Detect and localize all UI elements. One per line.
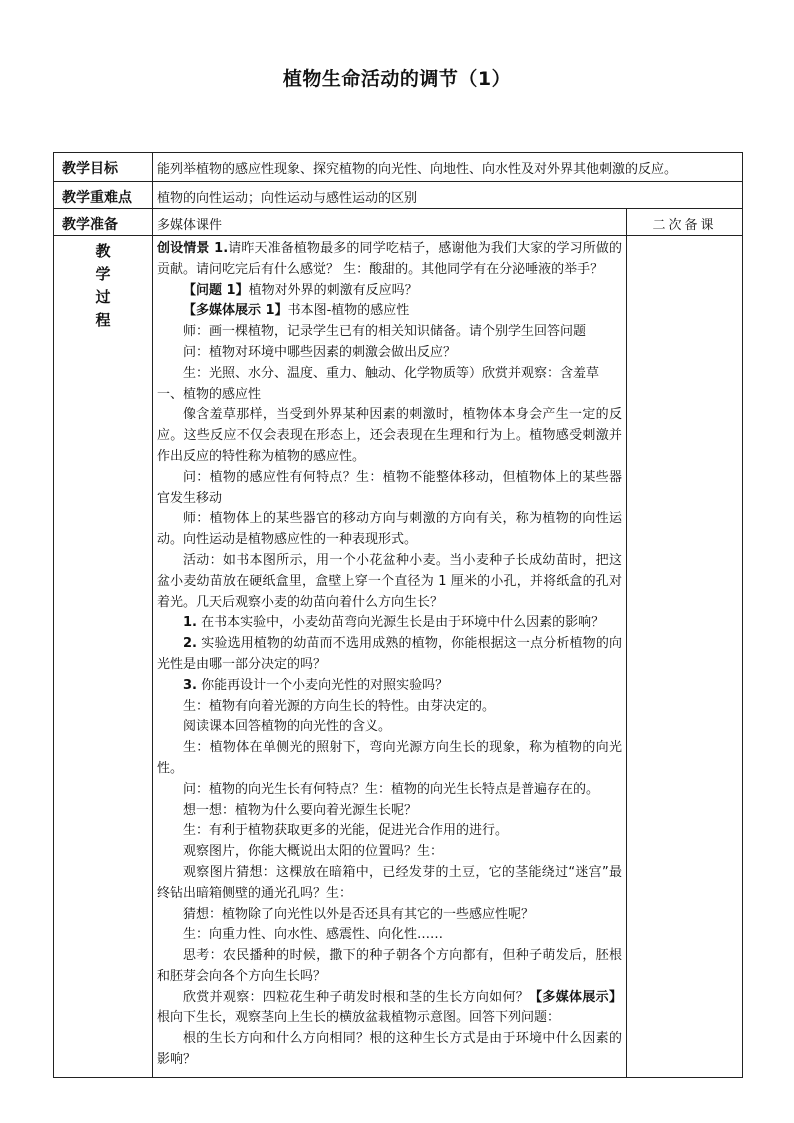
goal-label: 教学目标	[54, 153, 153, 182]
prep-text: 多媒体课件	[153, 209, 627, 236]
process-row	[54, 236, 743, 1078]
paragraph: 【问题 1】植物对外界的刺激有反应吗？	[183, 282, 418, 298]
paragraph: 生：有利于植物获取更多的光能，促进光合作用的进行。	[183, 823, 509, 839]
paragraph: 【多媒体展示 1】书本图-植物的感应性	[183, 303, 410, 319]
key-text: 植物的向性运动；向性运动与感性运动的区别	[153, 182, 743, 209]
lesson-plan-table	[53, 152, 743, 1078]
section-heading: 一、植物的感应性	[157, 386, 262, 402]
key-label: 教学重难点	[54, 182, 153, 209]
paragraph: 观察图片猜想：这棵放在暗箱中，已经发芽的土豆，它的茎能绕过“迷宫”最终钻出暗箱侧壁的通光孔吗？生：	[157, 864, 622, 901]
paragraph: 问：植物的向光生长有何特点？生：植物的向光生长特点是普遍存在的。	[183, 781, 600, 797]
secondary-prep-label: 二次备课	[627, 209, 743, 236]
paragraph: 生：植物体在单侧光的照射下，弯向光源方向生长的现象，称为植物的向光性。	[157, 740, 622, 776]
process-label-char: 程	[95, 311, 111, 329]
process-label-char: 学	[95, 265, 111, 283]
prep-label: 教学准备	[54, 209, 153, 236]
paragraph: 生：植物有向着光源的方向生长的特性。由芽决定的。	[183, 698, 496, 714]
paragraph: 像含羞草那样，当受到外界某种因素的刺激时，植物体本身会产生一定的反应。这些反应不仅会表现在形态上，还会表现在生理和行为上。植物感受刺激并作出反应的特性称为植物的感应性。	[157, 407, 622, 464]
paragraph: 问：植物的感应性有何特点？生：植物不能整体移动，但植物体上的某些器官发生移动	[157, 469, 622, 506]
key-row	[54, 182, 743, 209]
goal-row	[54, 153, 743, 182]
secondary-prep-column	[627, 236, 743, 1078]
process-content	[153, 236, 627, 1078]
paragraph: 猜想：植物除了向光性以外是否还具有其它的一些感应性呢？	[183, 906, 535, 922]
paragraph: 生：向重力性、向水性、感震性、向化性……	[183, 927, 444, 943]
paragraph: 问：植物对环境中哪些因素的刺激会做出反应？	[183, 344, 457, 360]
paragraph: 思考：农民播种的时候，撒下的种子朝各个方向都有，但种子萌发后，胚根和胚芽会向各个方向生长吗？	[157, 948, 622, 984]
paragraph: 师：画一棵植物，记录学生已有的相关知识储备。请个别学生回答问题	[183, 324, 587, 340]
process-label-char: 过	[95, 288, 111, 306]
paragraph: 根的生长方向和什么方向相同？根的这种生长方式是由于环境中什么因素的影响？	[157, 1031, 622, 1068]
paragraph: 活动：如书本图所示，用一个小花盆种小麦。当小麦种子长成幼苗时，把这盆小麦幼苗放在硬纸盒里，盒壁上穿一个直径为 1 厘米的小孔，并将纸盒的孔对着光。几天后观察小麦的幼苗向着什么方向生长？	[157, 552, 622, 610]
paragraph: 阅读课本回答植物的向光性的含义。	[183, 719, 392, 735]
paragraph: 想一想：植物为什么要向着光源生长呢？	[183, 802, 418, 818]
question-item: 2. 实验选用植物的幼苗而不选用成熟的植物，你能根据这一点分析植物的向光性是由哪一部分决定的吗？	[157, 636, 622, 672]
page-title: 植物生命活动的调节（1）	[282, 68, 512, 90]
paragraph: 观察图片，你能大概说出太阳的位置吗？生：	[183, 844, 444, 860]
process-label	[54, 236, 153, 1078]
goal-text: 能列举植物的感应性现象、探究植物的向光性、向地性、向水性及对外界其他刺激的反应。	[153, 153, 743, 182]
prep-row	[54, 209, 743, 236]
paragraph: 创设情景 1.请昨天准备植物最多的同学吃桔子，感谢他为我们大家的学习所做的贡献。请问吃完后有什么感觉？ 生：酸甜的。其他同学有在分泌唾液的举手？	[157, 241, 622, 277]
paragraph: 生：光照、水分、温度、重力、触动、化学物质等）欣赏并观察：含羞草	[183, 365, 600, 381]
question-item: 1. 在书本实验中，小麦幼苗弯向光源生长是由于环境中什么因素的影响？	[183, 615, 605, 631]
question-item: 3. 你能再设计一个小麦向光性的对照实验吗？	[183, 677, 449, 693]
paragraph: 欣赏并观察：四粒花生种子萌发时根和茎的生长方向如何？【多媒体展示】根向下生长，观察茎向上生长的横放盆栽植物示意图。回答下列问题：	[157, 989, 622, 1026]
process-label-char: 教	[95, 242, 111, 260]
paragraph: 师：植物体上的某些器官的移动方向与刺激的方向有关，称为植物的向性运动。向性运动是植物感应性的一种表现形式。	[157, 511, 622, 548]
